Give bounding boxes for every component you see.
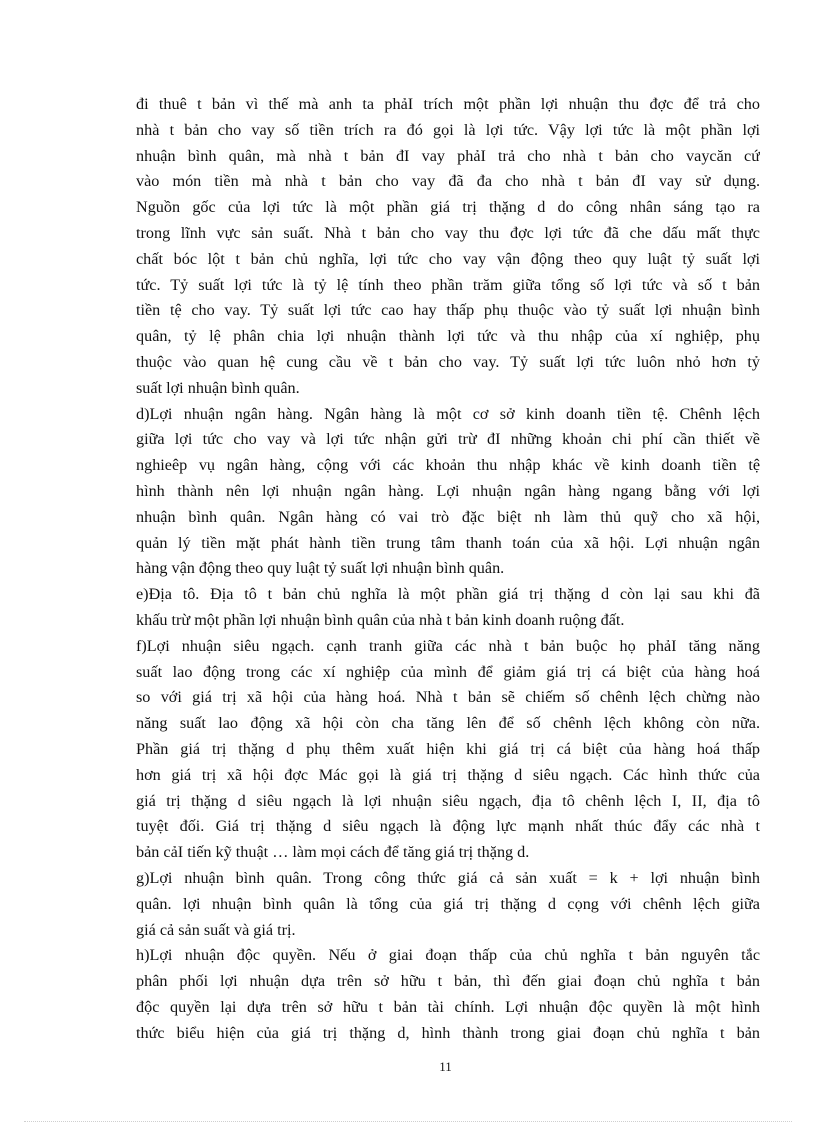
text-line: nhuận bình quân, mà nhà t bản đI vay phảI trả cho nhà t bản cho vaycăn cứ	[136, 146, 760, 165]
text-line: Nguồn gốc của lợi tức là một phần giá trị thặng d do công nhân sáng tạo ra	[136, 198, 760, 217]
text-line: suất lao động trong các xí nghiệp của mình để giảm giá trị cá biệt của hàng hoá	[136, 662, 760, 681]
text-line: nhà t bản cho vay số tiền trích ra đó gọi là lợi tức. Vậy lợi tức là một phần lợi	[136, 120, 760, 139]
text-line: g)Lợi nhuận bình quân. Trong công thức giá cả sản xuất = k + lợi nhuận bình	[136, 868, 760, 887]
text-line: quân, tỷ lệ phân chia lợi nhuận thành lợi tức và thu nhập của xí nghiệp, phụ	[136, 327, 760, 346]
text-line: thức biểu hiện của giá trị thặng d, hình thành trong giai đoạn chủ nghĩa t bản	[136, 1023, 760, 1042]
text-line: giá cả sản suất và giá trị.	[136, 920, 296, 939]
text-line: suất lợi nhuận bình quân.	[136, 378, 300, 397]
text-line: d)Lợi nhuận ngân hàng. Ngân hàng là một cơ sở kinh doanh tiền tệ. Chênh lệch	[136, 404, 760, 423]
text-line: quản lý tiền mặt phát hành tiền trung tâm thanh toán của xã hội. Lợi nhuận ngân	[136, 533, 760, 552]
text-line: phân phối lợi nhuận dựa trên sở hữu t bản, thì đến giai đoạn chủ nghĩa t bản	[136, 972, 760, 991]
text-line: giữa lợi tức cho vay và lợi tức nhận gửi trừ đI những khoản chi phí cần thiết về	[136, 430, 760, 449]
page-bottom-border	[24, 1121, 792, 1122]
text-line: độc quyền lại dựa trên sở hữu t bản tài chính. Lợi nhuận độc quyền là một hình	[136, 997, 760, 1016]
text-line: năng suất lao động xã hội còn cha tăng lên để số chênh lệch không còn nữa.	[136, 714, 760, 733]
page-number: 11	[439, 1059, 452, 1074]
text-line: quân. lợi nhuận bình quân là tổng của giá trị thặng d cọng với chênh lệch giữa	[136, 894, 760, 913]
text-line: tức. Tỷ suất lợi tức là tỷ lệ tính theo phần trăm giữa tổng số lợi tức và số t bản	[136, 275, 760, 294]
text-line: hơn giá trị xã hội đợc Mác gọi là giá trị thặng d siêu ngạch. Các hình thức của	[136, 765, 760, 784]
text-line: nghieêp vụ ngân hàng, cộng với các khoản thu nhập khác về kinh doanh tiền tệ	[136, 456, 760, 475]
text-line: bản cảI tiến kỹ thuật … làm mọi cách để tăng giá trị thặng d.	[136, 843, 530, 862]
text-line: giá trị thặng d siêu ngạch là lợi nhuận siêu ngạch, địa tô chênh lệch I, II, địa tô	[136, 791, 760, 810]
text-line: f)Lợi nhuận siêu ngạch. cạnh tranh giữa các nhà t bản buộc họ phảI tăng năng	[136, 636, 760, 655]
text-line: hình thành nên lợi nhuận ngân hàng. Lợi nhuận ngân hàng ngang bằng với lợi	[136, 481, 760, 500]
text-line: e)Địa tô. Địa tô t bản chủ nghĩa là một phần giá trị thặng d còn lại sau khi đã	[136, 585, 760, 604]
text-line: tiền tệ cho vay. Tỷ suất lợi tức cao hay thấp phụ thuộc vào tỷ suất lợi nhuận bình	[136, 301, 760, 320]
text-line: nhuận bình quân. Ngân hàng có vai trò đặc biệt nh làm thủ quỹ cho xã hội,	[136, 507, 760, 526]
text-line: hàng vận động theo quy luật tỷ suất lợi nhuận bình quân.	[136, 559, 505, 578]
text-line: chất bóc lột t bản chủ nghĩa, lợi tức cho vay vận động theo quy luật tỷ suất lợi	[136, 249, 760, 268]
text-line: so với giá trị xã hội của hàng hoá. Nhà t bản sẽ chiếm số chênh lệch chừng nào	[136, 688, 760, 707]
text-line: Phần giá trị thặng d phụ thêm xuất hiện khi giá trị cá biệt của hàng hoá thấp	[136, 739, 760, 758]
body-text	[136, 92, 760, 1046]
text-line: khấu trừ một phần lợi nhuận bình quân của nhà t bản kinh doanh ruộng đất.	[136, 610, 625, 629]
text-line: tuyệt đối. Giá trị thặng d siêu ngạch là động lực mạnh nhất thúc đẩy các nhà t	[136, 817, 760, 836]
text-line: vào món tiền mà nhà t bản cho vay đã đa cho nhà t bản đI vay sử dụng.	[136, 172, 760, 191]
text-line: h)Lợi nhuận độc quyền. Nếu ở giai đoạn thấp của chủ nghĩa t bản nguyên tắc	[136, 946, 760, 965]
text-line: thuộc vào quan hệ cung cầu về t bản cho vay. Tỷ suất lợi tức luôn nhỏ hơn tỷ	[136, 352, 760, 371]
text-line: trong lĩnh vực sản suất. Nhà t bản cho vay thu đợc lợi tức đã che dấu mất thực	[136, 223, 760, 242]
text-line: đi thuê t bản vì thế mà anh ta phảI trích một phần lợi nhuận thu đợc để trả cho	[136, 95, 760, 113]
